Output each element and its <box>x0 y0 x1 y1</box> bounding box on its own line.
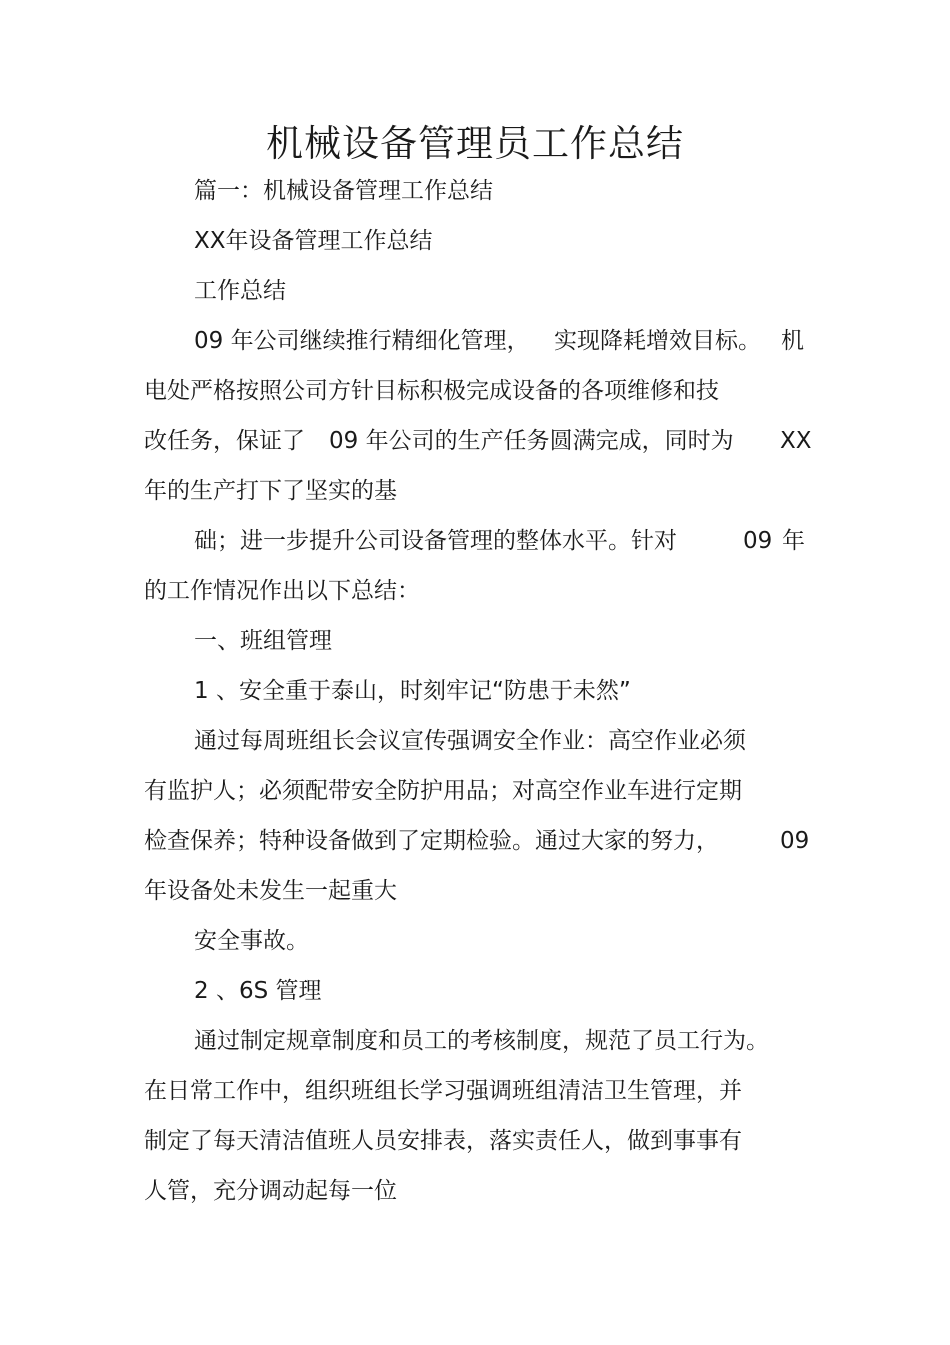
paragraph-line: 在日常工作中，组织班组长学习强调班组清洁卫生管理，并 <box>144 1078 742 1104</box>
section-heading: 一、班组管理 <box>194 628 332 654</box>
text-segment: 实现降耗增效目标。 <box>554 328 761 354</box>
paragraph-line: 安全事故。 <box>194 928 309 954</box>
subsection-heading: 1 、安全重于泰山，时刻牢记“防患于未然” <box>194 678 631 704</box>
text-segment: 09 <box>743 528 773 554</box>
text-segment: 年 <box>782 528 805 554</box>
subsection-heading: 2 、6S 管理 <box>194 978 322 1004</box>
paragraph-line: 有监护人；必须配带安全防护用品；对高空作业车进行定期 <box>144 778 742 804</box>
text-segment: 09 <box>780 828 810 854</box>
text-segment: 09 年公司的生产任务圆满完成，同时为 <box>329 428 734 454</box>
paragraph-line: 年的生产打下了坚实的基 <box>144 478 397 504</box>
text-segment: 检查保养；特种设备做到了定期检验。通过大家的努力， <box>144 828 719 854</box>
document-title: 机械设备管理员工作总结 <box>266 122 684 165</box>
paragraph-line: 制定了每天清洁值班人员安排表，落实责任人，做到事事有 <box>144 1128 742 1154</box>
paragraph-line: 通过每周班组长会议宣传强调安全作业：高空作业必须 <box>194 728 746 754</box>
paragraph-line: 年设备处未发生一起重大 <box>144 878 397 904</box>
text-segment: 础；进一步提升公司设备管理的整体水平。针对 <box>194 528 677 554</box>
subheading: 工作总结 <box>194 278 286 304</box>
paragraph-line: 的工作情况作出以下总结： <box>144 578 420 604</box>
paragraph-line: 人管，充分调动起每一位 <box>144 1178 397 1204</box>
text-segment: 09 年公司继续推行精细化管理， <box>194 328 530 354</box>
text-segment: XX <box>780 428 812 454</box>
section-heading: 篇一：机械设备管理工作总结 <box>194 178 493 204</box>
subheading: XX年设备管理工作总结 <box>194 228 433 254</box>
paragraph-line: 电处严格按照公司方针目标积极完成设备的各项维修和技 <box>144 378 719 404</box>
text-segment: 机 <box>781 328 804 354</box>
text-segment: 改任务，保证了 <box>144 428 305 454</box>
paragraph-line: 通过制定规章制度和员工的考核制度，规范了员工行为。 <box>194 1028 769 1054</box>
